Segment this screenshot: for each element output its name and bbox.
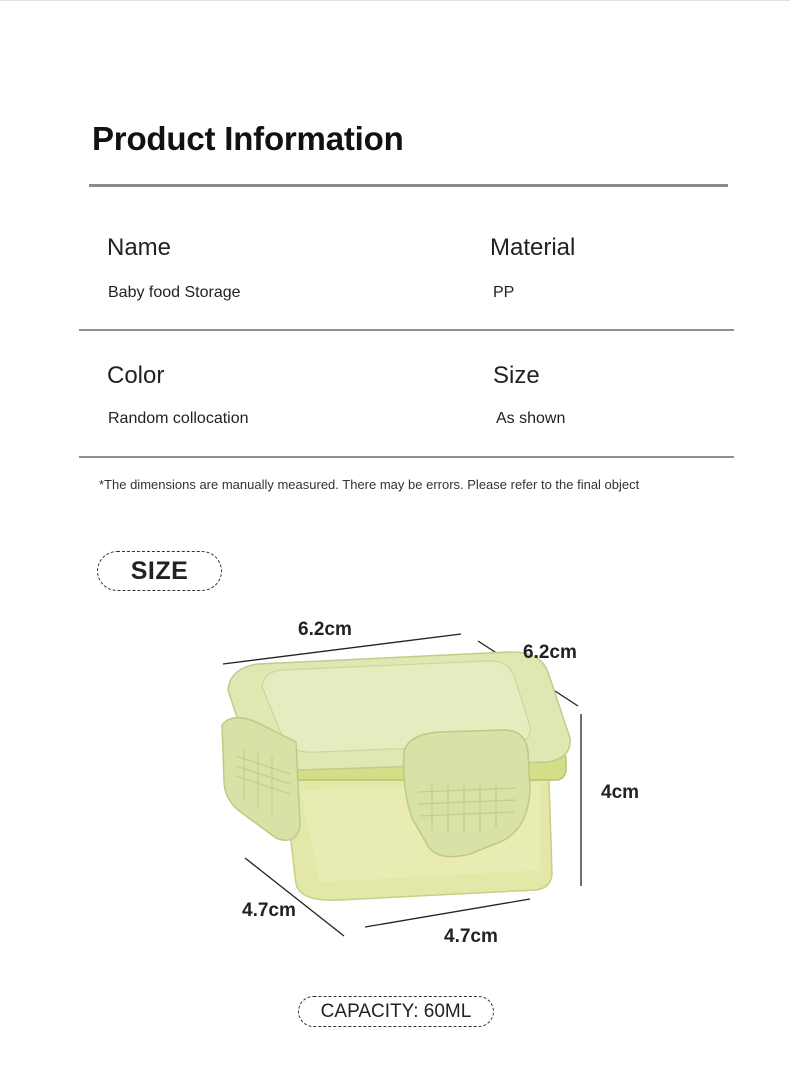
top-width-label: 6.2cm (298, 619, 352, 640)
product-image (0, 600, 790, 980)
name-label: Name (107, 234, 172, 261)
capacity-text: CAPACITY: 60ML (320, 1000, 472, 1022)
material-label: Material (490, 234, 576, 261)
size-badge (97, 551, 222, 591)
bottom-width-label: 4.7cm (444, 926, 498, 947)
bottom-width-line (365, 899, 530, 927)
page-title: Product Information (92, 120, 404, 157)
name-value: Baby food Storage (108, 284, 241, 301)
measurement-note: *The dimensions are manually measured. There may be errors. Please refer to the final object (99, 477, 640, 492)
top-divider (0, 0, 790, 1)
top-depth-label: 6.2cm (523, 642, 577, 663)
capacity-badge (298, 996, 494, 1027)
color-value: Random collocation (108, 410, 249, 427)
color-label: Color (107, 362, 165, 389)
row-divider-2 (79, 456, 734, 458)
title-divider (89, 184, 728, 187)
size-badge-text: SIZE (130, 556, 189, 585)
bottom-depth-label: 4.7cm (242, 900, 296, 921)
size-value: As shown (496, 410, 566, 427)
size-label: Size (493, 362, 540, 389)
material-value: PP (493, 284, 515, 301)
height-label: 4cm (601, 782, 640, 803)
row-divider-1 (79, 329, 734, 331)
